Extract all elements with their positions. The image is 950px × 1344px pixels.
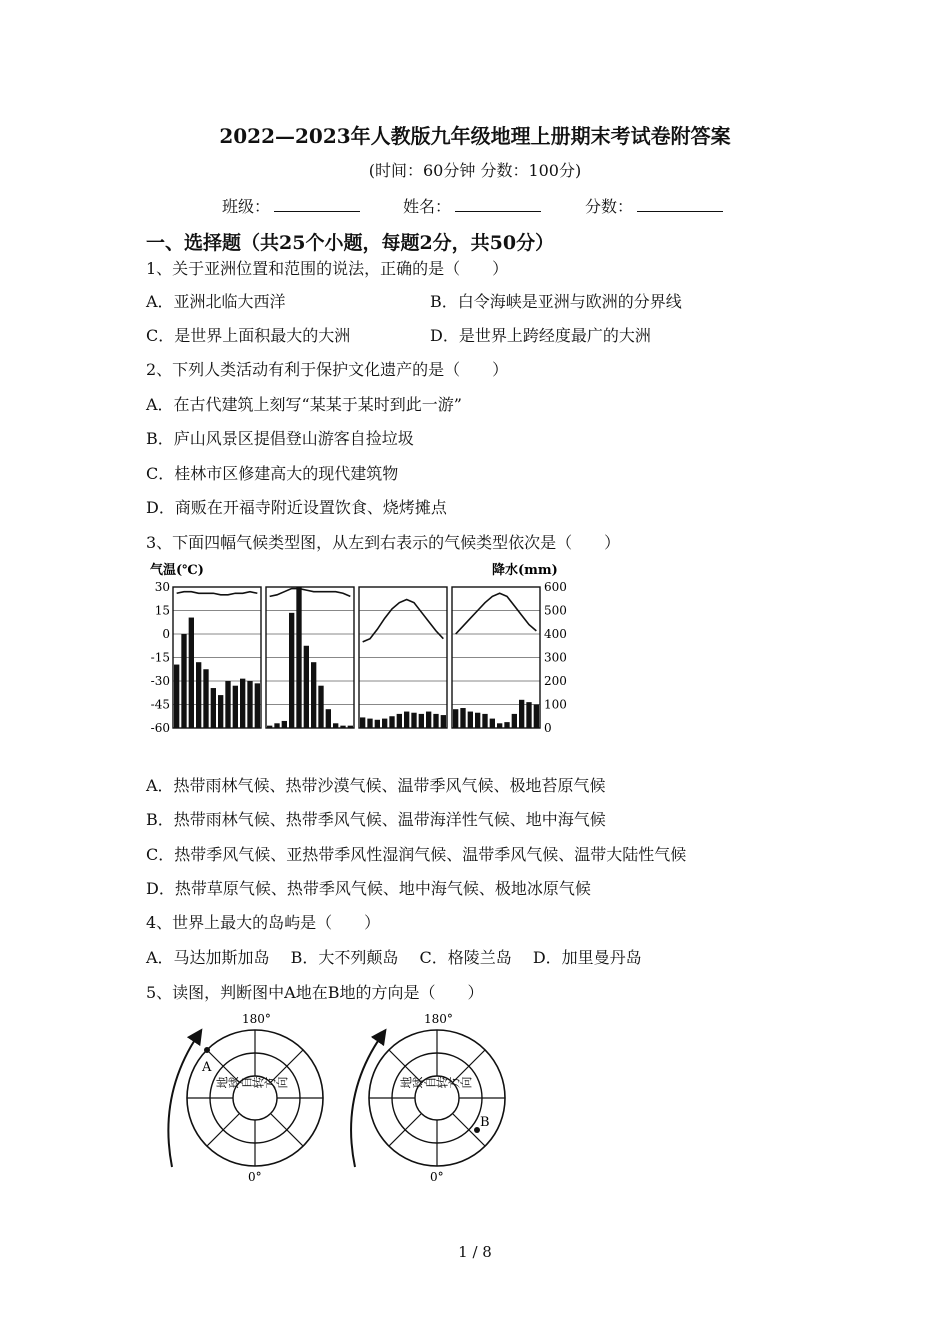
temperature-line [177, 592, 258, 595]
right-tick-label: 500 [544, 603, 567, 618]
q3-option-b: B．热带雨林气候、热带季风气候、温带海洋性气候、地中海气候 [146, 810, 606, 829]
class-field [222, 194, 360, 217]
right-0-label: 0° [430, 1170, 444, 1184]
q1-option-d: D．是世界上跨经度最广的大洲 [430, 326, 651, 345]
chart-1 [173, 587, 261, 728]
q2-option-c: C．桂林市区修建高大的现代建筑物 [146, 464, 399, 483]
q3-stem: 3、下面四幅气候类型图，从左到右表示的气候类型依次是（ ） [146, 533, 621, 552]
precip-bar [203, 669, 208, 728]
q4-options: A．马达加斯加岛 B．大不列颠岛 C．格陵兰岛 D．加里曼丹岛 [146, 948, 642, 967]
left-axis-label: 气温(℃) [150, 563, 204, 578]
left-tick-label: 0 [162, 627, 170, 641]
name-label: 姓名： [403, 197, 452, 216]
q2-option-b: B．庐山风景区提倡登山游客自捡垃圾 [146, 429, 414, 448]
precip-bar [526, 702, 531, 728]
q3-option-d: D．热带草原气候、热带季风气候、地中海气候、极地冰原气候 [146, 879, 591, 898]
temperature-line [270, 589, 351, 597]
right-tick-label: 300 [544, 650, 567, 665]
precip-bar [218, 695, 223, 728]
left-180-label: 180° [242, 1012, 271, 1026]
temperature-line [456, 593, 537, 634]
left-tick-label: 15 [154, 603, 170, 618]
precip-bar [189, 618, 194, 728]
right-tick-label: 400 [544, 627, 567, 641]
score-blank [637, 197, 723, 212]
precip-bar [534, 705, 539, 729]
precip-bar [233, 686, 238, 728]
precip-bar [211, 688, 216, 728]
precip-bar [404, 712, 409, 728]
left-tick-labels [151, 580, 170, 735]
left-tick-label: 30 [154, 580, 170, 594]
precip-bar [360, 717, 365, 728]
q1-stem: 1、关于亚洲位置和范围的说法，正确的是（ ） [146, 259, 509, 278]
precip-bar [247, 681, 252, 728]
chart-4 [452, 587, 540, 728]
precip-bar [367, 719, 372, 728]
q4-stem: 4、世界上最大的岛屿是（ ） [146, 913, 381, 932]
point-a-label: A [202, 1060, 212, 1075]
precip-bar [519, 700, 524, 728]
climate-panels [173, 587, 540, 728]
precip-bar [296, 587, 301, 728]
right-tick-label: 600 [544, 580, 567, 594]
precip-bar [340, 726, 345, 728]
q3-option-a: A．热带雨林气候、热带沙漠气候、温带季风气候、极地苔原气候 [146, 776, 606, 795]
precip-bar [397, 714, 402, 728]
q2-stem: 2、下列人类活动有利于保护文化遗产的是（ ） [146, 360, 509, 379]
right-tick-label: 0 [544, 721, 552, 735]
precip-bar [311, 662, 316, 728]
precip-bar [426, 712, 431, 728]
precip-bar [497, 723, 502, 728]
precip-bar [282, 721, 287, 728]
q3-option-c: C．热带季风气候、亚热带季风性湿润气候、温带季风气候、温带大陆性气候 [146, 845, 687, 864]
right-tick-label: 200 [544, 674, 567, 688]
precip-bar [490, 719, 495, 728]
precip-bar [419, 714, 424, 728]
precip-bar [225, 681, 230, 728]
precip-bar [348, 726, 353, 728]
precip-bar [441, 715, 446, 728]
page-title: 2022—2023年人教版九年级地理上册期末考试卷附答案 [219, 124, 731, 148]
precip-bar [512, 714, 517, 728]
right-meridians [369, 1030, 505, 1166]
precip-bar [318, 686, 323, 728]
precip-bar [482, 714, 487, 728]
precip-bar [255, 683, 260, 728]
q1-option-b: B．白令海峡是亚洲与欧洲的分界线 [430, 292, 682, 311]
q1-option-a: A．亚洲北临大西洋 [146, 292, 286, 311]
precip-bar [326, 709, 331, 728]
polar-figure [140, 1005, 560, 1190]
score-label: 分数： [585, 197, 634, 216]
precip-bar [389, 716, 394, 728]
precip-bar [196, 662, 201, 728]
precip-bar [453, 709, 458, 728]
class-blank [274, 197, 360, 212]
left-tick-label: -15 [150, 650, 170, 665]
precip-bar [475, 713, 480, 728]
left-0-label: 0° [248, 1170, 262, 1184]
precip-bar [375, 720, 380, 728]
left-tick-label: -30 [150, 674, 170, 688]
precip-bar [504, 722, 509, 728]
q1-option-c: C．是世界上面积最大的大洲 [146, 326, 351, 345]
precip-bar [433, 714, 438, 728]
climate-charts [140, 560, 570, 740]
point-b-label: B [480, 1115, 490, 1130]
precip-bar [411, 713, 416, 728]
page-number: 1 / 8 [458, 1243, 492, 1261]
left-polar-view [168, 1012, 323, 1184]
left-tick-label: -60 [150, 721, 170, 735]
point-a [204, 1047, 210, 1053]
precip-bar [174, 665, 179, 728]
right-polar-view [351, 1012, 505, 1184]
score-field [585, 194, 723, 217]
rotation-label-left: 地球自转方向 [216, 1076, 288, 1090]
right-tick-label: 100 [544, 697, 567, 712]
chart-2 [266, 587, 354, 728]
precip-bar [289, 613, 294, 728]
precip-bar [240, 679, 245, 728]
name-blank [455, 197, 541, 212]
q5-stem: 5、读图，判断图中A地在B地的方向是（ ） [146, 983, 484, 1002]
class-label: 班级： [222, 197, 271, 216]
name-field [403, 194, 541, 217]
chart-3 [359, 587, 447, 728]
section-title: 一、选择题（共25个小题，每题2分，共50分） [146, 232, 555, 254]
precip-bar [333, 723, 338, 728]
precip-bar [181, 634, 186, 728]
right-180-label: 180° [424, 1012, 453, 1026]
rotation-arrow-left-icon [168, 1035, 198, 1167]
right-tick-labels [544, 580, 567, 735]
exam-subtitle: (时间：60分钟 分数：100分) [368, 161, 582, 180]
right-axis-label: 降水(mm) [492, 563, 558, 578]
temperature-line [363, 600, 444, 642]
precip-bar [267, 726, 272, 728]
precip-bar [382, 719, 387, 728]
q2-option-a: A．在古代建筑上刻写“某某于某时到此一游” [146, 395, 462, 414]
precip-bar [304, 646, 309, 728]
rotation-arrow-right-icon [351, 1035, 382, 1167]
rotation-label-right: 地球自转方向 [400, 1076, 472, 1090]
q2-option-d: D．商贩在开福寺附近设置饮食、烧烤摊点 [146, 498, 447, 517]
precip-bar [468, 712, 473, 728]
precip-bar [274, 723, 279, 728]
precip-bar [460, 708, 465, 728]
left-tick-label: -45 [150, 697, 170, 712]
